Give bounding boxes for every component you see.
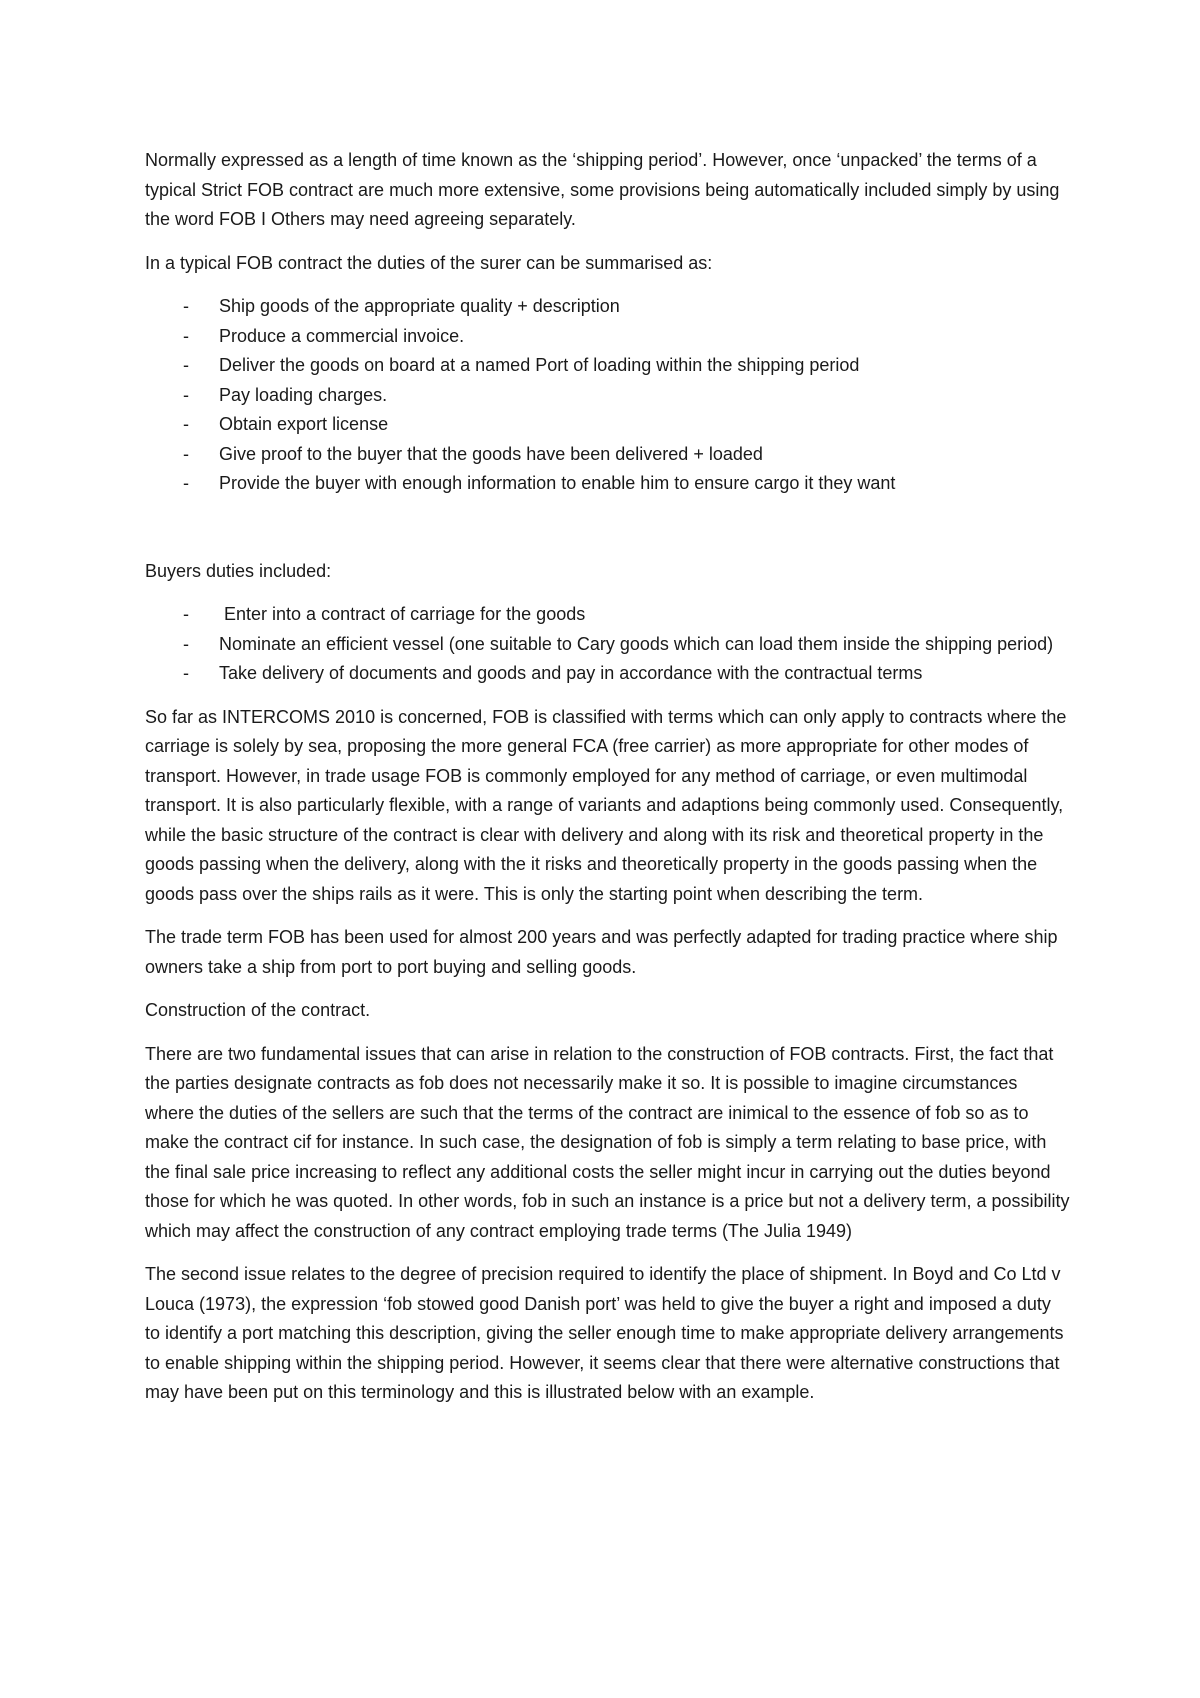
dash-marker: - (183, 384, 189, 405)
dash-marker: - (183, 604, 189, 624)
list-item: - Take delivery of documents and goods and pay in accordance with the contractual terms (145, 659, 1070, 689)
dash-marker: - (183, 296, 189, 316)
list-item: - Obtain export license (145, 410, 1070, 440)
paragraph-seller-duties-intro: In a typical FOB contract the duties of the surer can be summarised as: (145, 252, 713, 273)
paragraph-intro: Normally expressed as a length of time known as the ‘shipping period’. However, once ‘unpacked’ the terms of a typical Strict FOB contract are much more extensive, some provisions being automatically included simply by using the word FOB I Others may need agreeing separately. (145, 150, 1060, 229)
list-item: - Deliver the goods on board at a named Port of loading within the shipping period (145, 351, 1070, 381)
dash-marker: - (183, 473, 189, 493)
paragraph-buyer-duties-intro: Buyers duties included: (145, 560, 332, 581)
list-item: - Provide the buyer with enough information to enable him to ensure cargo it they want (145, 469, 1070, 499)
paragraph-second-issue: The second issue relates to the degree of precision required to identify the place of shipment. In Boyd and Co Ltd v Louca (1973), the expression ‘fob stowed good Danish port’ was held to give the buyer a right and imposed a duty to identify a port matching this description, giving the seller enough time to make appropriate delivery arrangements to enable shipping within the shipping period. However, it seems clear that there were alternative constructions that may have been put on this terminology and this is illustrated below with an example. (145, 1264, 1064, 1402)
dash-marker: - (183, 355, 189, 375)
blank-spacer (145, 513, 1070, 557)
list-item: - Pay loading charges. (145, 381, 1070, 411)
dash-marker: - (183, 443, 189, 464)
list-item: - Produce a commercial invoice. (145, 322, 1070, 352)
heading-construction: Construction of the contract. (145, 1000, 371, 1020)
paragraph-history: The trade term FOB has been used for almost 200 years and was perfectly adapted for trading practice where ship owners take a ship from port to port buying and selling goods. (145, 927, 1058, 977)
list-item: - Give proof to the buyer that the goods have been delivered + loaded (145, 440, 1070, 470)
dash-marker: - (183, 633, 189, 654)
dash-marker: - (183, 414, 189, 434)
paragraph-intercoms: So far as INTERCOMS 2010 is concerned, FOB is classified with terms which can only apply to contracts where the carriage is solely by sea, proposing the more general FCA (free carrier) as more appropriate for other modes of transport. However, in trade usage FOB is commonly employed for any method of carriage, or even multimodal transport. It is also particularly flexible, with a range of variants and adaptions being commonly used. Consequently, while the basic structure of the contract is clear with delivery and along with its risk and theoretical property in the goods passing when the delivery, along with the it risks and theoretically property in the goods passing when the goods pass over the ships rails as it were. This is only the starting point when describing the term. (145, 706, 1067, 904)
list-item: - Enter into a contract of carriage for the goods (145, 600, 1070, 630)
list-item: - Ship goods of the appropriate quality + description (145, 292, 1070, 322)
list-item: - Nominate an efficient vessel (one suitable to Cary goods which can load them inside the shipping period) (145, 630, 1070, 660)
dash-marker: - (183, 325, 189, 346)
dash-marker: - (183, 663, 189, 683)
seller-duties-list (145, 292, 1070, 499)
buyer-duties-list (145, 600, 1070, 689)
paragraph-construction: There are two fundamental issues that can arise in relation to the construction of FOB contracts. First, the fact that the parties designate contracts as fob does not necessarily make it so. It is possible to imagine circumstances where the duties of the sellers are such that the terms of the contract are inimical to the essence of fob so as to make the contract cif for instance. In such case, the designation of fob is simply a term relating to base price, with the final sale price increasing to reflect any additional costs the seller might incur in carrying out the duties beyond those for which he was quoted. In other words, fob in such an instance is a price but not a delivery term, a possibility which may affect the construction of any contract employing trade terms (The Julia 1949) (145, 1043, 1070, 1241)
